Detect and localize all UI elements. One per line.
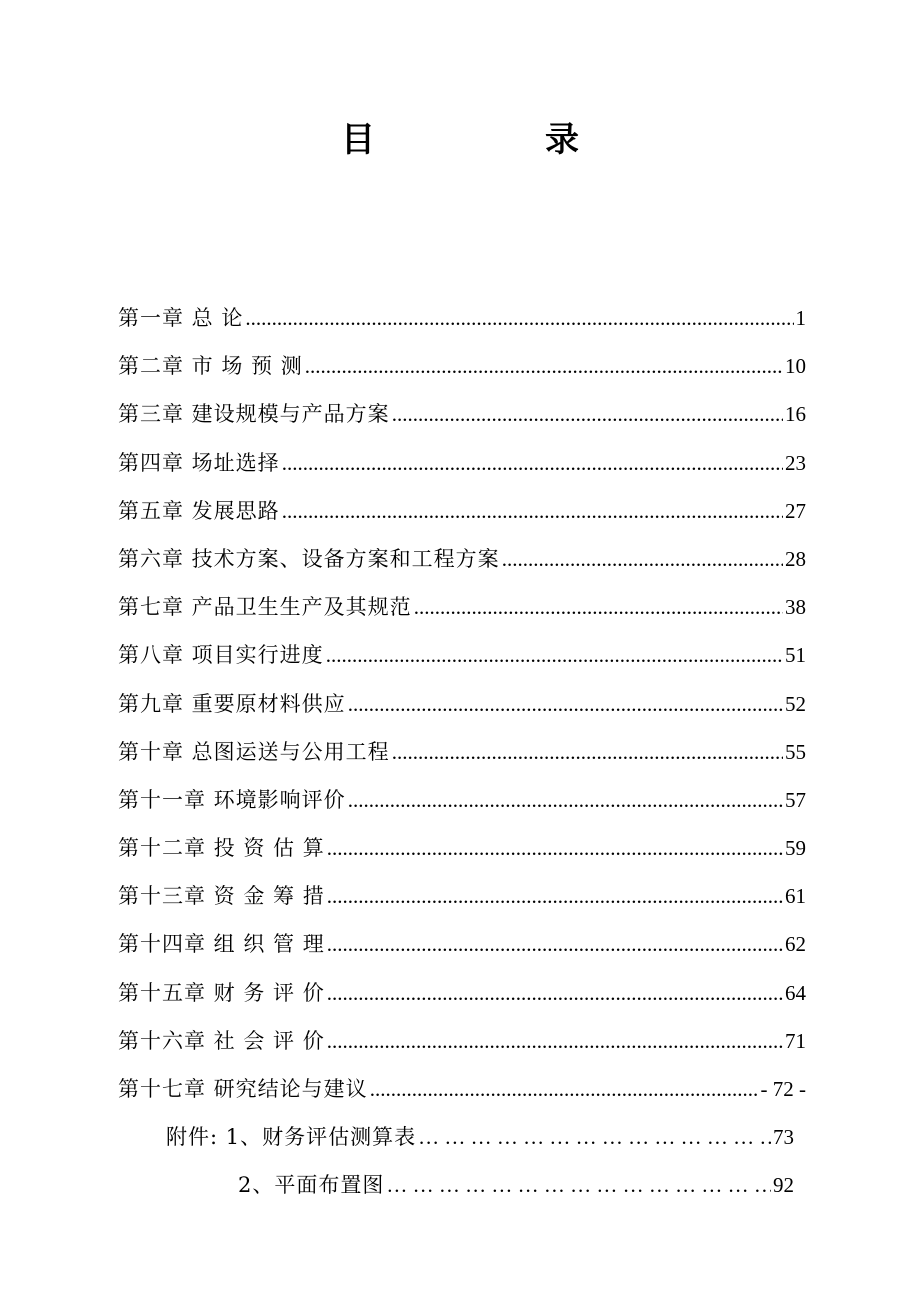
toc-row[interactable] [118, 301, 806, 349]
toc-page-number: 64 [785, 980, 806, 1005]
dot-leader [348, 783, 783, 817]
dot-leader [327, 831, 783, 865]
toc-page-number: 57 [785, 787, 806, 812]
toc-label: 第十一章 环境影响评价 [118, 787, 346, 812]
toc-page-number: 59 [785, 836, 806, 861]
toc-page-number: 55 [785, 739, 806, 764]
toc-label: 第五章 发展思路 [118, 498, 280, 523]
dot-leader [392, 735, 783, 769]
toc-page-number: 23 [785, 450, 806, 475]
dot-leader [327, 976, 783, 1010]
toc-label: 第十四章 组 织 管 理 [118, 932, 325, 957]
toc-label: 第七章 产品卫生生产及其规范 [118, 595, 412, 620]
attachment-row[interactable] [238, 1168, 794, 1216]
toc-label: 第十七章 研究结论与建议 [118, 1077, 368, 1101]
toc-row[interactable] [118, 638, 806, 686]
toc-label: 第六章 技术方案、设备方案和工程方案 [118, 546, 500, 571]
toc-page-number: 38 [785, 595, 806, 620]
toc-row[interactable] [118, 349, 806, 397]
toc-page-number: 28 [785, 546, 806, 571]
dot-leader [392, 397, 783, 431]
dot-leader [282, 494, 783, 528]
toc-label: 第三章 建设规模与产品方案 [118, 402, 390, 427]
toc-row[interactable] [118, 831, 806, 879]
toc-page-number: 10 [785, 354, 806, 379]
attachment-page-number: 92 [773, 1173, 794, 1198]
toc-page-number: 61 [785, 884, 806, 909]
attachment-page-number: 73 [773, 1125, 794, 1150]
dot-leader [245, 301, 793, 335]
dot-leader [327, 927, 783, 961]
toc-row[interactable] [118, 590, 806, 638]
attachment-row[interactable] [166, 1120, 794, 1168]
dot-leader [414, 590, 783, 624]
ellipsis-leader [386, 1168, 771, 1202]
dot-leader [327, 1024, 783, 1058]
toc-label: 第一章 总 论 [118, 306, 244, 330]
dot-leader [370, 1072, 759, 1106]
dot-leader [348, 687, 783, 721]
toc-row[interactable] [118, 783, 806, 831]
attachment-label: 2、平面布置图 [238, 1173, 385, 1198]
toc-label: 第九章 重要原材料供应 [118, 691, 346, 716]
toc-row[interactable] [118, 687, 806, 735]
toc-row[interactable] [118, 1072, 806, 1120]
toc-label: 第十三章 资 金 筹 措 [118, 884, 325, 909]
toc-page-number: 1 [795, 306, 806, 330]
page-title: 目 录 [341, 120, 647, 160]
dot-leader [305, 349, 783, 383]
toc-row[interactable] [118, 397, 806, 445]
table-of-contents [118, 301, 806, 1217]
toc-label: 第二章 市 场 预 测 [118, 354, 303, 379]
toc-page-number: 27 [785, 498, 806, 523]
dot-leader [326, 638, 783, 672]
toc-row[interactable] [118, 879, 806, 927]
toc-label: 第四章 场址选择 [118, 450, 280, 475]
toc-label: 第十章 总图运送与公用工程 [118, 739, 390, 764]
attachment-label: 附件: 1、财务评估测算表 [166, 1125, 417, 1150]
toc-row[interactable] [118, 446, 806, 494]
toc-row[interactable] [118, 542, 806, 590]
toc-label: 第十六章 社 会 评 价 [118, 1028, 325, 1053]
toc-page-number: 71 [785, 1028, 806, 1053]
toc-page-number: 52 [785, 691, 806, 716]
dot-leader [282, 446, 783, 480]
dot-leader [502, 542, 783, 576]
ellipsis-leader [418, 1120, 771, 1154]
toc-row[interactable] [118, 735, 806, 783]
dot-leader [327, 879, 783, 913]
toc-row[interactable] [118, 927, 806, 975]
toc-page-number: 62 [785, 932, 806, 957]
toc-page-number: 51 [785, 643, 806, 668]
toc-label: 第十五章 财 务 评 价 [118, 980, 325, 1005]
toc-page-number: 16 [785, 402, 806, 427]
toc-row[interactable] [118, 1024, 806, 1072]
toc-row[interactable] [118, 976, 806, 1024]
toc-row[interactable] [118, 494, 806, 542]
toc-label: 第八章 项目实行进度 [118, 643, 324, 668]
toc-page-number: - 72 - [760, 1077, 806, 1101]
toc-label: 第十二章 投 资 估 算 [118, 836, 325, 861]
